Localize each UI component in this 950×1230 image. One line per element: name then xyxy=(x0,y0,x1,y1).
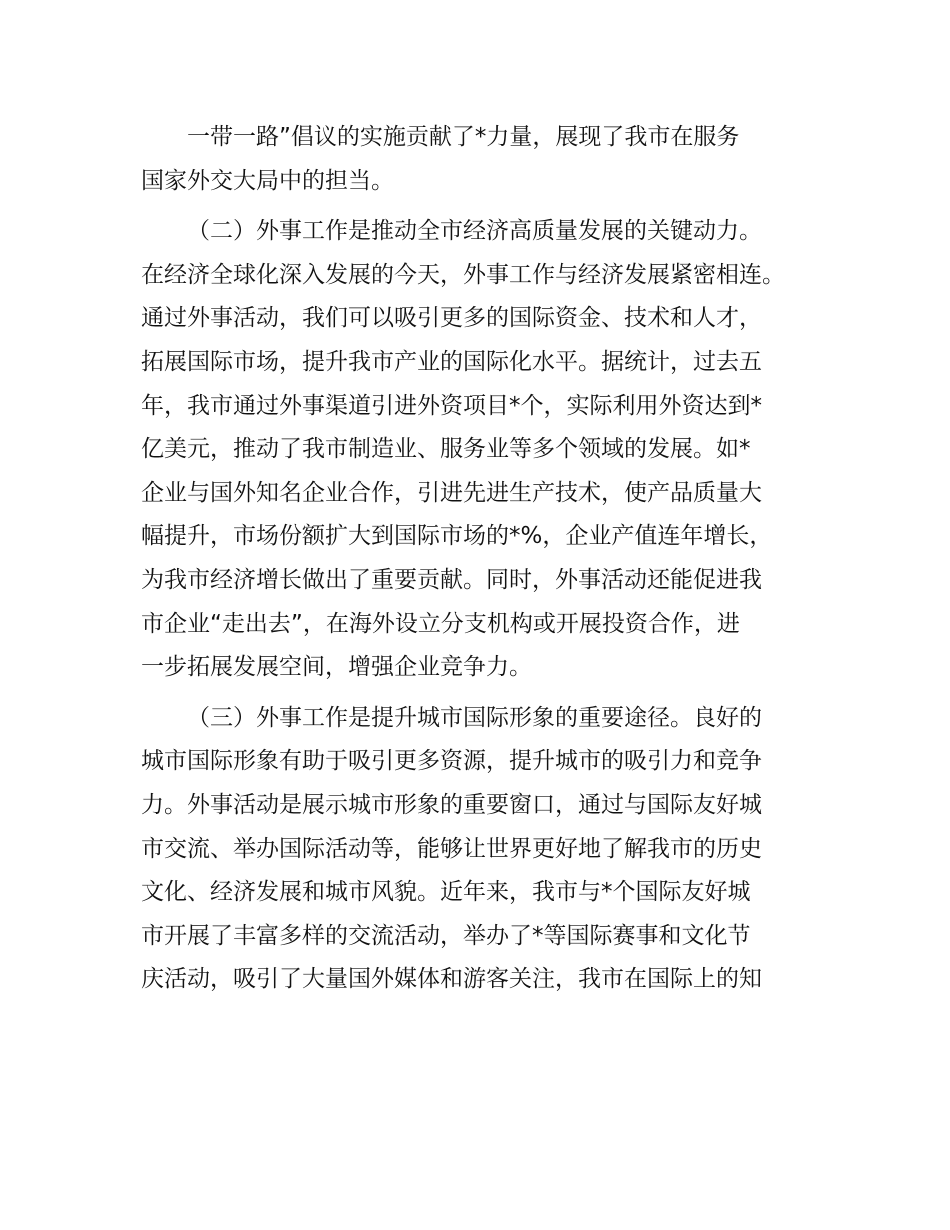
text-line: 城市国际形象有助于吸引更多资源，提升城市的吸引力和竞争 xyxy=(141,748,762,775)
text-line: 为我市经济增长做出了重要贡献。同时，外事活动还能促进我 xyxy=(141,566,762,593)
text-line: 力。外事活动是展示城市形象的重要窗口，通过与国际友好城 xyxy=(141,791,762,818)
text-line: 年，我市通过外事渠道引进外资项目*个，实际利用外资达到* xyxy=(141,392,762,419)
text-line: 一带一路”倡议的实施贡献了*力量，展现了我市在服务 xyxy=(187,124,740,150)
text-line: 通过外事活动，我们可以吸引更多的国际资金、技术和人才， xyxy=(141,305,762,332)
text-line: 市企业“走出去”，在海外设立分支机构或开展投资合作，进 xyxy=(141,610,740,637)
paragraph-2 xyxy=(141,210,831,690)
text-line: 幅提升，市场份额扩大到国际市场的*%，企业产值连年增长， xyxy=(141,523,773,550)
paragraph-1 xyxy=(141,116,831,203)
text-line: 文化、经济发展和城市风貌。近年来，我市与*个国际友好城 xyxy=(141,879,751,906)
text-line: 拓展国际市场，提升我市产业的国际化水平。据统计，过去五 xyxy=(141,348,762,375)
document-body xyxy=(141,116,831,1002)
text-line: 亿美元，推动了我市制造业、服务业等多个领域的发展。如* xyxy=(141,436,751,463)
paragraph-3 xyxy=(141,697,831,1002)
text-line: 市交流、举办国际活动等，能够让世界更好地了解我市的历史 xyxy=(141,835,762,862)
text-line: 在经济全球化深入发展的今天，外事工作与经济发展紧密相连。 xyxy=(141,261,785,288)
text-line: （三）外事工作是提升城市国际形象的重要途径。良好的 xyxy=(187,704,762,731)
text-line: 企业与国外知名企业合作，引进先进生产技术，使产品质量大 xyxy=(141,479,762,506)
text-line: （二）外事工作是推动全市经济高质量发展的关键动力。 xyxy=(187,218,762,245)
text-line: 庆活动，吸引了大量国外媒体和游客关注，我市在国际上的知 xyxy=(141,966,762,993)
text-line: 一步拓展发展空间，增强企业竞争力。 xyxy=(141,654,532,681)
text-line: 市开展了丰富多样的交流活动，举办了*等国际赛事和文化节 xyxy=(141,922,751,949)
text-line: 国家外交大局中的担当。 xyxy=(141,167,394,194)
